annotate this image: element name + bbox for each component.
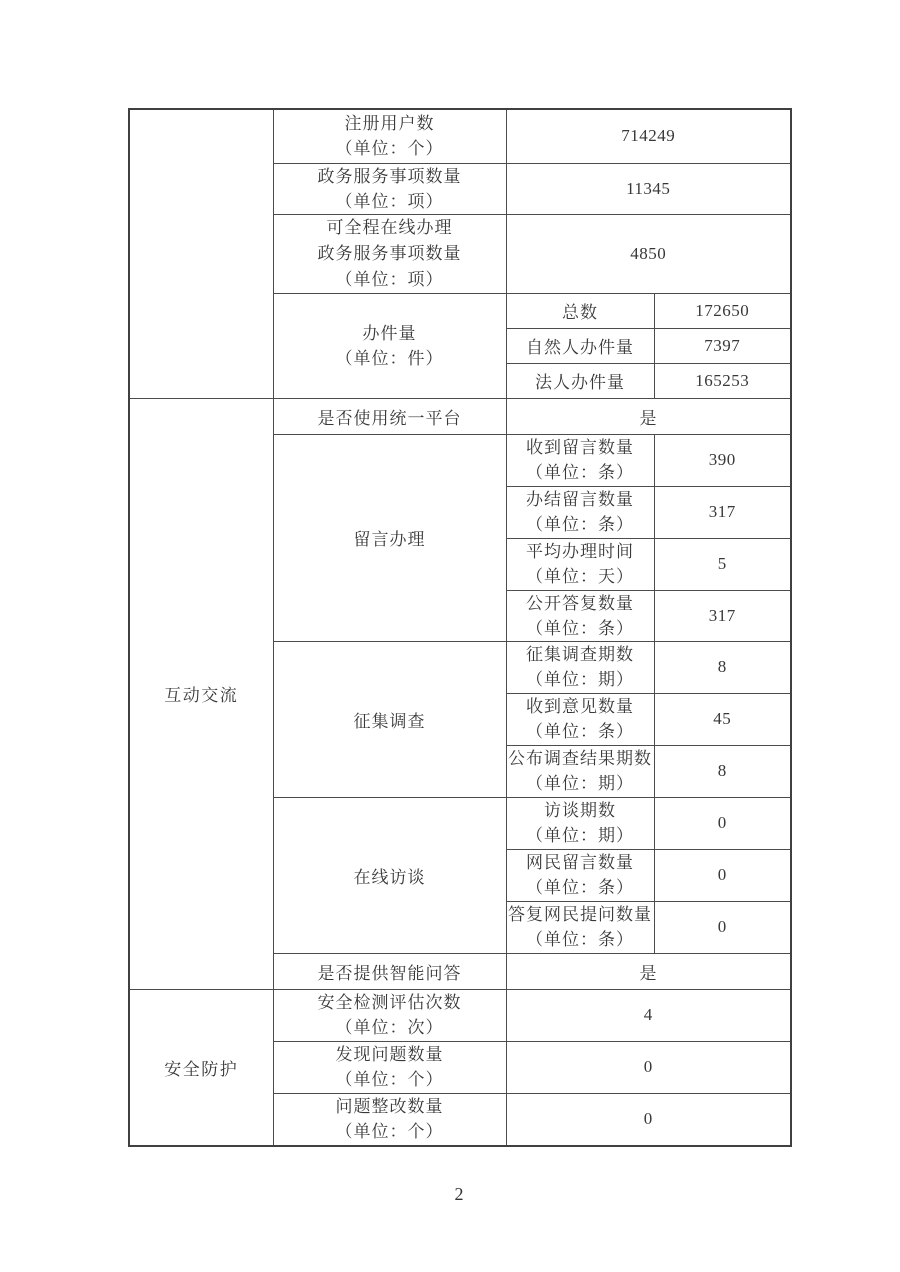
- avg-handling-time-unit: （单位：天）: [526, 567, 634, 586]
- survey-results-value: 8: [654, 745, 791, 797]
- transactions-label: 办件量: [362, 323, 417, 343]
- survey-results-label: 公布调查结果期数: [508, 749, 652, 768]
- survey-label-cell: 征集调查: [273, 641, 506, 797]
- registered-users-value: 714249: [506, 109, 791, 163]
- interview-periods-label: 访谈期数: [544, 801, 616, 820]
- transactions-total-value: 172650: [654, 293, 791, 328]
- survey-results-label-cell: [506, 745, 654, 797]
- messages-received-unit: （单位：条）: [526, 463, 634, 482]
- security-assessment-label: 安全检测评估次数: [317, 993, 462, 1012]
- full-online-items-unit: （单位：项）: [335, 269, 444, 289]
- group-cell-blank: [129, 109, 273, 398]
- problems-rectified-unit: （单位：个）: [335, 1122, 444, 1142]
- problems-found-unit: （单位：个）: [335, 1070, 444, 1089]
- messages-received-value: 390: [654, 434, 791, 486]
- survey-opinions-label: 收到意见数量: [526, 697, 634, 716]
- public-reply-label-cell: [506, 590, 654, 641]
- transactions-unit: （单位：件）: [335, 348, 444, 368]
- transactions-natural-person-value: 7397: [654, 328, 791, 363]
- survey-periods-label: 征集调查期数: [526, 645, 634, 664]
- registered-users-unit: （单位：个）: [335, 139, 444, 159]
- interview-periods-value: 0: [654, 797, 791, 849]
- transactions-total-label: 总数: [506, 293, 654, 328]
- interview-messages-value: 0: [654, 849, 791, 901]
- security-assessment-unit: （单位：次）: [335, 1018, 444, 1037]
- problems-rectified-label-cell: [273, 1093, 506, 1146]
- public-reply-label: 公开答复数量: [526, 593, 634, 613]
- service-items-label-cell: [273, 163, 506, 214]
- unified-platform-label: 是否使用统一平台: [273, 398, 506, 434]
- problems-found-value: 0: [506, 1041, 791, 1093]
- registered-users-label-cell: [273, 109, 506, 163]
- message-handling-label-cell: 留言办理: [273, 434, 506, 641]
- survey-opinions-label-cell: [506, 693, 654, 745]
- messages-received-label-cell: [506, 434, 654, 486]
- survey-periods-value: 8: [654, 641, 791, 693]
- unified-platform-value: 是: [506, 398, 791, 434]
- transactions-natural-person-label: 自然人办件量: [506, 328, 654, 363]
- messages-completed-value: 317: [654, 486, 791, 538]
- public-reply-unit: （单位：条）: [526, 618, 634, 638]
- problems-found-label-cell: [273, 1041, 506, 1093]
- service-items-unit: （单位：项）: [335, 191, 444, 211]
- interview-messages-unit: （单位：条）: [526, 878, 634, 897]
- service-items-label: 政务服务事项数量: [317, 166, 462, 186]
- survey-results-unit: （单位：期）: [526, 774, 634, 793]
- public-reply-value: 317: [654, 590, 791, 641]
- registered-users-label: 注册用户数: [344, 114, 435, 134]
- transactions-legal-person-value: 165253: [654, 363, 791, 398]
- avg-handling-time-label: 平均办理时间: [526, 542, 634, 561]
- survey-periods-unit: （单位：期）: [526, 670, 634, 689]
- interview-label-cell: 在线访谈: [273, 797, 506, 953]
- interview-replies-label-cell: [506, 901, 654, 953]
- avg-handling-time-value: 5: [654, 538, 791, 590]
- statistics-table: [128, 108, 792, 1147]
- transactions-label-cell: [273, 293, 506, 398]
- service-items-value: 11345: [506, 163, 791, 214]
- full-online-items-line2: 政务服务事项数量: [317, 243, 462, 263]
- full-online-items-value: 4850: [506, 214, 791, 293]
- interview-messages-label: 网民留言数量: [526, 853, 634, 872]
- survey-opinions-unit: （单位：条）: [526, 722, 634, 741]
- page-number: 2: [454, 1184, 464, 1204]
- survey-periods-label-cell: [506, 641, 654, 693]
- security-assessment-value: 4: [506, 989, 791, 1041]
- interview-periods-label-cell: [506, 797, 654, 849]
- messages-received-label: 收到留言数量: [526, 438, 634, 457]
- avg-handling-time-label-cell: [506, 538, 654, 590]
- survey-opinions-value: 45: [654, 693, 791, 745]
- messages-completed-label-cell: [506, 486, 654, 538]
- interview-messages-label-cell: [506, 849, 654, 901]
- interview-replies-unit: （单位：条）: [526, 930, 634, 949]
- messages-completed-unit: （单位：条）: [526, 515, 634, 534]
- group-cell-interaction: 互动交流: [129, 398, 273, 989]
- transactions-legal-person-label: 法人办件量: [506, 363, 654, 398]
- smart-qa-value: 是: [506, 953, 791, 989]
- interview-periods-unit: （单位：期）: [526, 826, 634, 845]
- problems-rectified-label: 问题整改数量: [335, 1097, 444, 1117]
- smart-qa-label: 是否提供智能问答: [273, 953, 506, 989]
- problems-rectified-value: 0: [506, 1093, 791, 1146]
- security-assessment-label-cell: [273, 989, 506, 1041]
- messages-completed-label: 办结留言数量: [526, 490, 634, 509]
- interview-replies-value: 0: [654, 901, 791, 953]
- interview-replies-label: 答复网民提问数量: [508, 905, 652, 924]
- full-online-items-label-cell: [273, 214, 506, 293]
- full-online-items-line1: 可全程在线办理: [326, 217, 453, 237]
- group-cell-security: 安全防护: [129, 989, 273, 1146]
- problems-found-label: 发现问题数量: [335, 1045, 444, 1064]
